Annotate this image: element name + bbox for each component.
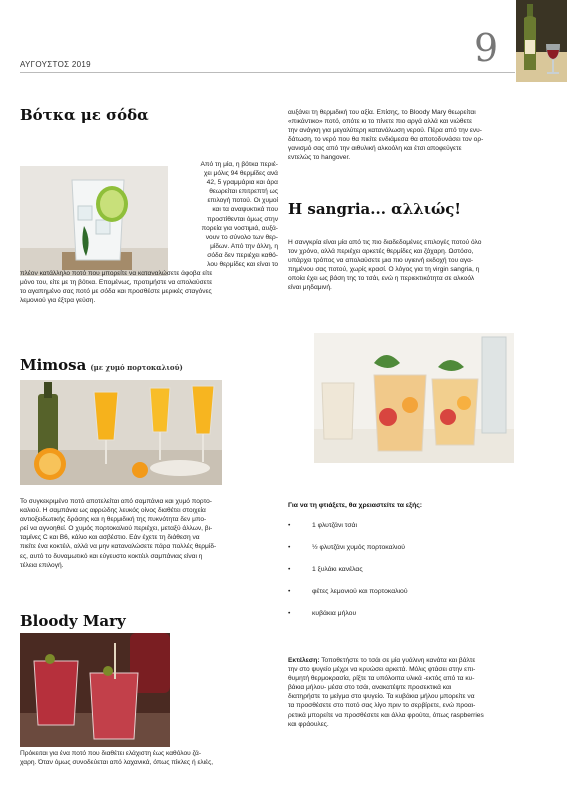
ingredient-text: ½ φλυτζάνι χυμός πορτοκαλιού: [312, 544, 405, 551]
list-item: [288, 610, 356, 617]
mimosa-photo: [20, 380, 222, 485]
mimosa-subtitle: (με χυμό πορτοκαλιού): [90, 363, 183, 372]
bloody-mary-photo: [20, 633, 170, 747]
text-line: σόδα δεν περιέχει καθό-: [207, 251, 278, 259]
ingredients-heading: Για να τη φτιάξετε, θα χρειαστείτε τα εξής:: [288, 502, 423, 509]
text-line: 42, 5 γραμμάρια και άρα: [206, 179, 278, 187]
method-label: Εκτέλεση:: [288, 657, 320, 664]
text-line: αυξάνει τη θερμιδική του αξία. Επίσης, το Bloody Mary θεωρείται: [288, 109, 476, 116]
ingredient-text: 1 φλυτζάνι τσάι: [312, 522, 357, 529]
text-line: πορεία για νοστιμιά, αυξά-: [201, 224, 278, 232]
text-line: λεμονιού για έξτρα γεύση.: [20, 297, 96, 305]
vodka-title: Βότκα με σόδα: [20, 106, 149, 124]
text-line: θεωρείται επιτρεπτή ως: [209, 188, 278, 196]
text-line: [288, 656, 550, 665]
sangria-title: Η sangria... αλλιώς!: [288, 200, 461, 218]
text-line: αντιοξειδωτικής δράσης και η θερμιδική της πυκνότητα δεν μπο-: [20, 516, 207, 524]
text-line: Από τη μία, η βότκα περιέ-: [200, 161, 278, 168]
text-line: μόνο του, είτε με τη βότκα. Επομένως, προτιμήστε να απολαύσετε: [20, 279, 213, 287]
text-line: πημένου σας ποτού, χωρίς κρασί. Ο λόγος για τη virgin sangria, η: [288, 266, 480, 274]
bullet-icon: •: [288, 544, 291, 551]
mimosa-title-text: Mimosa: [20, 356, 87, 374]
text-line: χει μόλις 94 θερμίδες ανά: [203, 170, 278, 178]
bullet-icon: •: [288, 610, 291, 617]
issue-date: ΑΥΓΟΥΣΤΟΣ 2019: [20, 60, 91, 69]
text-line: Πρόκειται για ένα ποτό που διαθέτει ελάχιστη έως καθόλου ζά-: [20, 750, 202, 757]
text-line: λου θερμίδες και είναι το: [207, 261, 278, 269]
bullet-icon: •: [288, 588, 291, 595]
text-line: το αγαπημένο σας ποτό με σόδα και προσθέστε μερικές σταγόνες: [20, 288, 212, 296]
text-line: χαρη. Όταν όμως συνοδεύεται από λαχανικά, όπως πίκλες ή ελιές,: [20, 759, 214, 767]
list-item: [288, 522, 357, 529]
vodka-paragraph-wrap: [172, 160, 278, 269]
text-line: τα προσθέσετε στο ποτό σας λίγο πριν το σερβίρετε, ενώ προαι-: [288, 702, 476, 710]
wine-corner-image: [516, 0, 567, 82]
text-line: ρετικά μπορείτε να προσθέσετε και άλλα φρούτα, όπως raspberries: [288, 711, 484, 719]
text-line: καλιού. Η σαμπάνια ως αφρώδης λευκός οίνος διαθέτει στοιχεία: [20, 507, 206, 515]
list-item: [288, 544, 405, 551]
text-line: διατηρήστε το μείγμα στο ψυγείο. Τα κυβάκια μήλου μπορείτε να: [288, 693, 475, 701]
page-number: 9: [474, 26, 499, 70]
ingredient-text: κυβάκια μήλου: [312, 610, 357, 617]
ingredient-text: φέτες λεμονιού και πορτοκαλιού: [312, 588, 408, 595]
text-line: την ανάγκη για μεγαλύτερη κατανάλωση νερού. Πέρα από την ενυ-: [288, 127, 482, 135]
text-line: πλέον κατάλληλο ποτό που μπορείτε να καταναλώσετε άφοβα είτε: [20, 270, 213, 277]
vodka-soda-photo: [20, 166, 168, 276]
text-line: μίδων. Από την άλλη, η: [210, 242, 278, 250]
sangria-photo: [314, 333, 514, 463]
text-line: νουν το σύνολο των θερ-: [205, 233, 278, 241]
text-line: βάκια μήλου- μέσα στο τσάι, ανακατέψτε προσεκτικά και: [288, 684, 452, 692]
mimosa-title: [20, 356, 183, 374]
text-line: και τα αναψυκτικά που: [212, 206, 278, 214]
method-paragraph: [288, 656, 550, 729]
text-line: τον χρόνο, αλλά περιέχει αρκετές θερμίδες και ζάχαρη. Ωστόσο,: [288, 248, 474, 256]
text-line: την στο ψυγείο μέχρι να κρυώσει αρκετά. Μόλις φτάσει στην επι-: [288, 666, 476, 674]
bloody-mary-paragraph: [20, 749, 280, 767]
text-line: και φράουλες.: [288, 720, 329, 728]
vodka-paragraph-full: [20, 269, 280, 305]
mimosa-paragraph: [20, 497, 280, 570]
text-line: οποία έχει ως βάση της το τσάι, ενώ η περιεκτικότητα σε αλκοόλ: [288, 275, 475, 283]
text-line: Το συγκεκριμένο ποτό αποτελείται από σαμπάνια και χυμό πορτο-: [20, 498, 212, 505]
bullet-icon: •: [288, 522, 291, 529]
text-line: Η σανγκρία είναι μία από τις πιο διαδεδομένες επιλογές ποτού όλο: [288, 239, 482, 246]
text-line: γανισμό σας από την αιθυλική αλκοόλη και έτσι αποφεύγετε: [288, 145, 462, 153]
text-line: ες, αυτό το δυναμωτικό και εύγευστο κοκτέιλ σαμπάνιας είναι η: [20, 552, 203, 560]
bloody-mary-continued: [288, 108, 550, 163]
text-line: επιλογή ποτού. Οι χυμοί: [207, 197, 278, 205]
text-line: δάτωση, το νερό που θα πιείτε ενδιάμεσα θα αποτοδυνάσει τον ορ-: [288, 136, 484, 144]
text-line: πιείτε ένα κοκτέιλ, αλλά να μην καταναλώσετε πάρα πολλές θερμίδ-: [20, 543, 217, 551]
text-line: προστίθενται όμως στην: [207, 215, 278, 223]
text-line: ρεί να αγνοηθεί. Ο χυμός πορτοκαλιού περιέχει, μεταξύ άλλων, βι-: [20, 525, 213, 533]
bloody-mary-title: Bloody Mary: [20, 612, 126, 630]
text-line: ταμίνες C και B6, κάλιο και ασβέστιο. Εάν έχετε τη διάθεση να: [20, 534, 200, 542]
sangria-paragraph: [288, 238, 550, 293]
text-line: «πικάντικο» ποτό, οπότε κι το πίνετε πιο αργά αλλά και νιώθετε: [288, 118, 473, 126]
text-line: είναι μηδαμινή.: [288, 284, 332, 292]
bullet-icon: •: [288, 566, 291, 573]
text-line: τέλεια επιλογή.: [20, 561, 64, 569]
list-item: [288, 566, 363, 573]
text-line: υπάρχει τρόπος να απολαύσετε μια πιο υγιεινή εκδοχή του αγα-: [288, 257, 474, 265]
list-item: [288, 588, 408, 595]
text-line: θυμητή θερμοκρασία, ρίξτε τα υπόλοιπα υλικά -εκτός από τα κυ-: [288, 675, 475, 683]
method-first-line: Τοποθετήστε το τσάι σε μία γυάλινη κανάτα και βάλτε: [319, 657, 476, 664]
ingredient-text: 1 ξυλάκι κανέλας: [312, 566, 363, 573]
text-line: εντελώς το hangover.: [288, 154, 351, 162]
header-divider: [20, 72, 515, 73]
